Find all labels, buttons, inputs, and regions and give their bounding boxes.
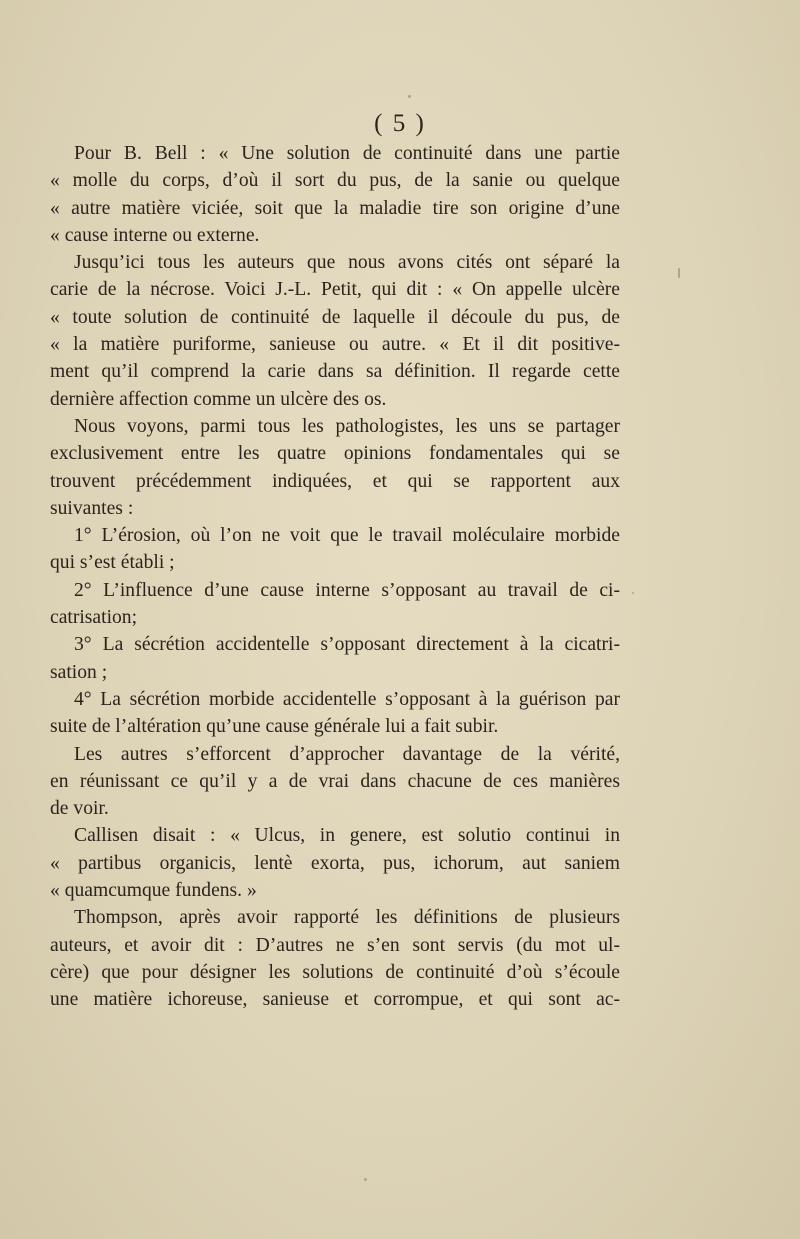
paper-speck [632,592,634,594]
text-line: dernière affection comme un ulcère des os. [50,388,387,410]
text-line: cère) que pour désigner les solutions de continuité d’où s’écoule [50,961,620,983]
paragraph [50,686,620,741]
text-line: en réunissant ce qu’il y a de vrai dans chacune de ces manières [50,770,620,792]
text-line: ment qu’il comprend la carie dans sa définition. Il regarde cette [50,361,620,383]
paper-speck [364,1178,367,1181]
text-line: exclusivement entre les quatre opinions fondamentales qui se [50,443,620,465]
text-line: qui s’est établi ; [50,552,175,574]
text-line: « autre matière viciée, soit que la maladie tire son origine d’une [50,197,620,219]
text-line: 4° La sécrétion morbide accidentelle s’opposant à la guérison par [74,688,620,710]
text-line: Jusqu’ici tous les auteurs que nous avons cités ont séparé la [74,252,620,274]
text-line: « partibus organicis, lentè exorta, pus, ichorum, aut saniem [50,852,620,874]
paragraph [50,631,620,686]
page-number: ( 5 ) [374,110,426,137]
paper-speck [678,268,680,278]
text-line: une matière ichoreuse, sanieuse et corrompue, et qui sont ac- [50,989,620,1011]
paragraph [50,522,620,577]
paper-speck [408,95,411,98]
text-line: auteurs, et avoir dit : D’autres ne s’en sont servis (du mot ul- [50,934,620,956]
paragraph [50,741,620,823]
text-line: Thompson, après avoir rapporté les définitions de plusieurs [74,907,620,929]
text-line: catrisation; [50,607,138,629]
text-line: « toute solution de continuité de laquelle il découle du pus, de [50,306,620,328]
paragraph [50,140,620,249]
paragraph [50,249,620,413]
text-line: Pour B. Bell : « Une solution de continuité dans une partie [74,143,620,164]
text-line: 3° La sécrétion accidentelle s’opposant directement à la cicatri- [74,634,620,656]
text-line: carie de la nécrose. Voici J.-L. Petit, qui dit : « On appelle ulcère [50,279,620,301]
text-line: Callisen disait : « Ulcus, in genere, est solutio continui in [74,825,620,847]
text-line: suivantes : [50,497,134,519]
paragraph [50,413,620,522]
text-line: trouvent précédemment indiquées, et qui se rapportent aux [50,470,620,492]
paragraph [50,904,620,1013]
text-line: Les autres s’efforcent d’approcher davantage de la vérité, [74,743,620,765]
text-line: « cause interne ou externe. [50,224,260,246]
paragraph [50,822,620,904]
text-line: suite de l’altération qu’une cause générale lui a fait subir. [50,716,499,738]
text-line: « molle du corps, d’où il sort du pus, de la sanie ou quelque [50,170,620,192]
text-line: « la matière puriforme, sanieuse ou autre. « Et il dit positive- [50,334,620,356]
text-line: de voir. [50,798,109,820]
paragraph [50,577,620,632]
text-line: sation ; [50,661,108,683]
text-line: « quamcumque fundens. » [50,880,257,902]
text-line: 1° L’érosion, où l’on ne voit que le travail moléculaire morbide [74,525,620,547]
text-line: Nous voyons, parmi tous les pathologistes, les uns se partager [74,415,620,437]
text-line: 2° L’influence d’une cause interne s’opposant au travail de ci- [74,579,620,601]
body-text [50,140,620,1014]
